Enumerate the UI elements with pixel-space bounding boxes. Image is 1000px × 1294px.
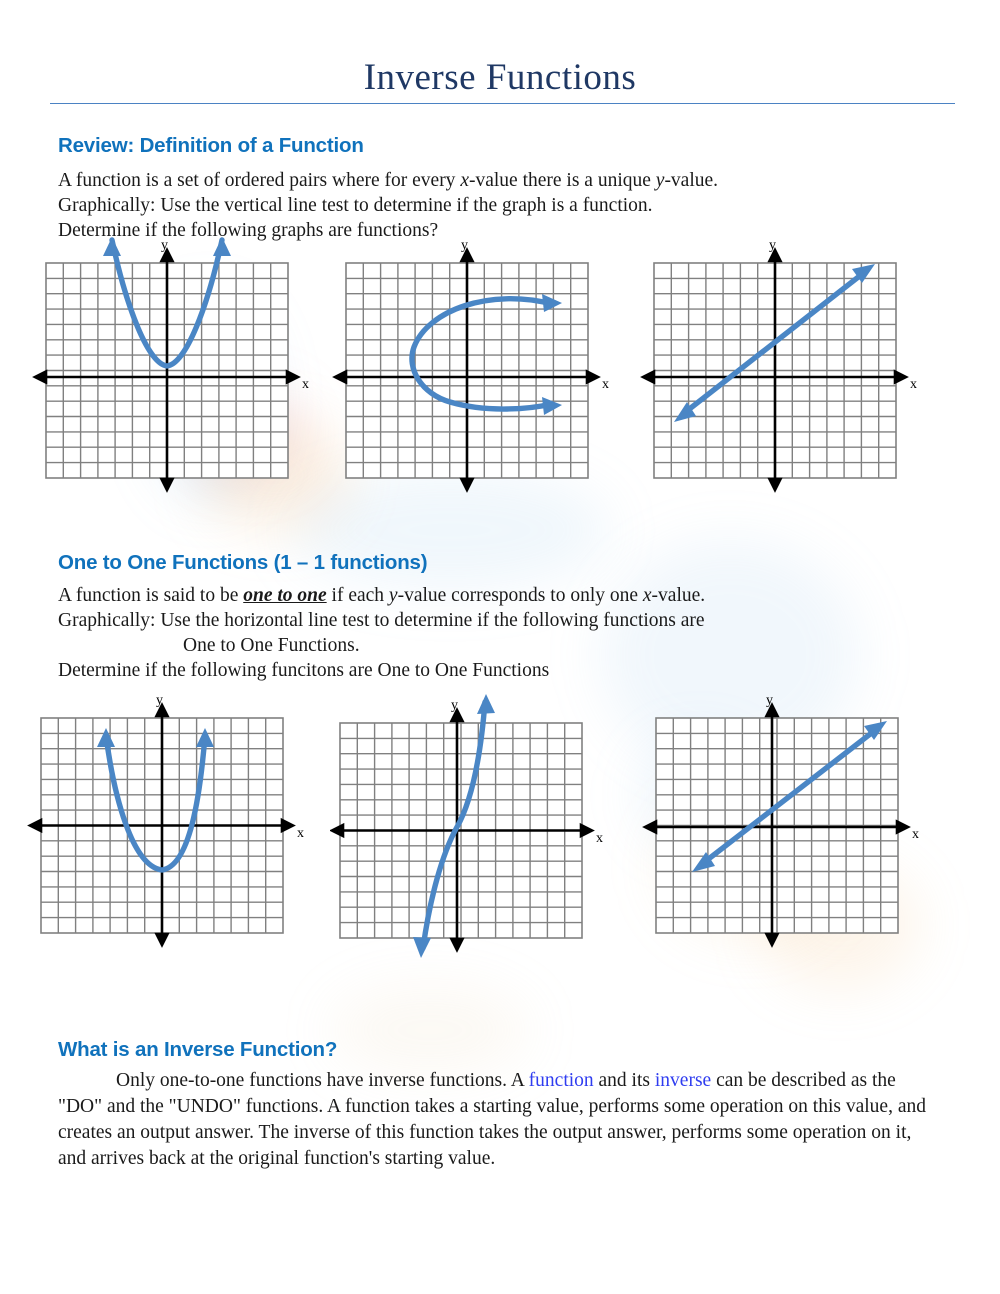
- axis-label-y: y: [769, 238, 776, 253]
- axis-label-x: x: [910, 377, 917, 392]
- axis-label-x: x: [297, 826, 304, 841]
- graph-oto-3-increasing-line: [640, 686, 930, 956]
- page-title: Inverse Functions: [363, 57, 637, 98]
- one-to-one-line-1: A function is said to be one to one if each y-value corresponds to only one x-value.: [58, 585, 706, 606]
- one-to-one-line-3: One to One Functions.: [183, 635, 360, 656]
- inverse-keyword-function: function: [528, 1070, 594, 1091]
- axis-label-x: x: [596, 831, 603, 846]
- section-heading-one-to-one: One to One Functions (1 – 1 functions): [58, 551, 428, 574]
- axis-label-y: y: [451, 698, 458, 713]
- one-to-one-line-4: Determine if the following funcitons are One to One Functions: [58, 660, 550, 681]
- inverse-keyword-inverse: inverse: [654, 1070, 712, 1091]
- one-to-one-line-2: Graphically: Use the horizontal line test to determine if the following functions are: [58, 610, 705, 631]
- graph-oto-2-cubic-curve: [330, 686, 620, 966]
- review-line-1: A function is a set of ordered pairs where for every x-value there is a unique y-value.: [58, 170, 719, 191]
- one-to-one-body: [58, 583, 705, 683]
- watermark-blob-blue-5: [330, 985, 530, 1075]
- graph-review-3-increasing-line: [638, 236, 918, 496]
- axis-label-x: x: [912, 827, 919, 842]
- inverse-paragraph: [58, 1068, 926, 1172]
- inverse-para-part-3: can be described as the "DO" and the "UNDO" functions. A function takes a starting value, performs some operation on this value, and creates an output answer. The inverse of this function takes the output answer, performs some operation on it, and arrives back at the original function's starting value.: [58, 1070, 926, 1169]
- axis-label-y: y: [156, 693, 163, 708]
- axis-label-y: y: [461, 238, 468, 253]
- graph-review-1-upward-parabola: [30, 236, 310, 496]
- axis-label-y: y: [766, 693, 773, 708]
- axis-label-x: x: [602, 377, 609, 392]
- title-divider: [50, 103, 955, 104]
- review-line-3: Determine if the following graphs are functions?: [58, 220, 439, 241]
- section-heading-inverse: What is an Inverse Function?: [58, 1038, 338, 1061]
- axis-label-y: y: [161, 238, 168, 253]
- section-heading-review: Review: Definition of a Function: [58, 134, 364, 157]
- graph-review-2-sideways-parabola: [330, 236, 610, 496]
- axis-label-x: x: [302, 377, 309, 392]
- review-line-2: Graphically: Use the vertical line test to determine if the graph is a function.: [58, 195, 653, 216]
- graph-oto-1-upward-parabola: [20, 686, 310, 956]
- inverse-para-part-2: and its: [593, 1070, 655, 1091]
- review-body: [58, 168, 718, 243]
- inverse-para-part-1: Only one-to-one functions have inverse functions. A: [116, 1070, 529, 1091]
